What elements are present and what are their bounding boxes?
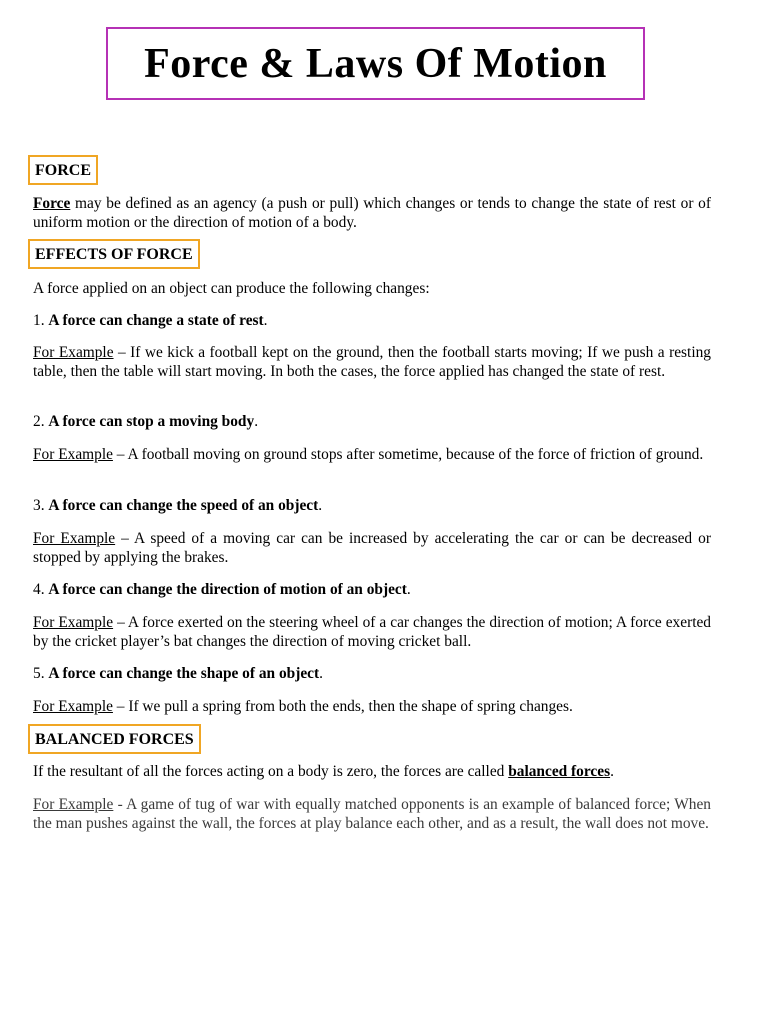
effect-item-4-example-text: – A force exerted on the steering wheel of a car changes the direction of motion; A force exerted by the cricket player’s bat changes the direction of moving cricket ball. [33, 614, 712, 650]
page-title: Force & Laws Of Motion [144, 40, 607, 87]
force-term: Force [33, 195, 71, 212]
effect-item-4-example-label: For Example [33, 614, 114, 631]
effects-intro: A force applied on an object can produce the following changes: [33, 280, 430, 297]
balanced-definition [33, 762, 711, 781]
effect-item-2-heading: A force can stop a moving body [48, 413, 255, 430]
balanced-example-text: - A game of tug of war with equally matched opponents is an example of balanced force; When the man pushes against the wall, the forces at play balance each other, and as a result, the wall does not move. [33, 796, 711, 832]
heading-balanced-label: BALANCED FORCES [35, 731, 194, 748]
heading-force-label: FORCE [35, 162, 91, 179]
heading-force [28, 155, 98, 185]
effect-item-1-example [33, 343, 711, 381]
force-definition-text: may be defined as an agency (a push or pull) which changes or tends to change the state of rest or of uniform motion or the direction of motion of a body. [33, 195, 711, 231]
effect-item-2-number: 2. [33, 413, 49, 430]
effect-item-5-example-label: For Example [33, 698, 113, 715]
effect-item-4-example [33, 613, 711, 651]
title-box [106, 27, 645, 100]
effect-item-4-heading: A force can change the direction of motion of an object [48, 581, 407, 598]
effect-item-1-example-text: – If we kick a football kept on the ground, then the football starts moving; If we push a resting table, then the table will start moving. In both the cases, the force applied has changed the state of rest. [33, 344, 711, 380]
heading-effects [28, 239, 200, 269]
effect-item-3-example [33, 529, 711, 567]
effect-item-1-period: . [263, 312, 268, 329]
effect-item-1-title [33, 311, 711, 330]
force-definition [33, 194, 711, 232]
effect-item-5-title [33, 664, 711, 683]
effect-item-3-example-label: For Example [33, 530, 116, 547]
effect-item-3-example-text: – A speed of a moving car can be increased by accelerating the car or can be decreased or stopped by applying the brakes. [33, 530, 711, 566]
effect-item-1-number: 1. [33, 312, 49, 329]
effect-item-2-example-label: For Example [33, 446, 113, 463]
effect-item-2-period: . [254, 413, 259, 430]
effect-item-5-number: 5. [33, 665, 49, 682]
effect-item-2-example [33, 445, 711, 464]
balanced-term: balanced forces [508, 763, 611, 780]
effect-item-2-example-text: – A football moving on ground stops after sometime, because of the force of friction of ground. [112, 446, 704, 463]
heading-balanced [28, 724, 201, 754]
effect-item-3-period: . [318, 497, 323, 514]
effect-item-1-heading: A force can change a state of rest [48, 312, 264, 329]
effect-item-3-title [33, 496, 711, 515]
balanced-definition-period: . [610, 763, 614, 780]
effect-item-4-title [33, 580, 711, 599]
effect-item-5-example [33, 697, 711, 716]
balanced-example-label: For Example [33, 796, 114, 813]
effect-item-4-period: . [406, 581, 411, 598]
effect-item-3-heading: A force can change the speed of an object [48, 497, 319, 514]
effect-item-4-number: 4. [33, 581, 49, 598]
effect-item-5-heading: A force can change the shape of an object [48, 665, 320, 682]
heading-effects-label: EFFECTS OF FORCE [35, 246, 193, 263]
balanced-definition-text: If the resultant of all the forces acting on a body is zero, the forces are called [33, 763, 509, 780]
effect-item-3-number: 3. [33, 497, 49, 514]
balanced-example [33, 795, 711, 833]
effect-item-1-example-label: For Example [33, 344, 114, 361]
effect-item-2-title [33, 412, 711, 431]
effect-item-5-example-text: – If we pull a spring from both the ends, then the shape of spring changes. [112, 698, 573, 715]
effect-item-5-period: . [319, 665, 323, 682]
